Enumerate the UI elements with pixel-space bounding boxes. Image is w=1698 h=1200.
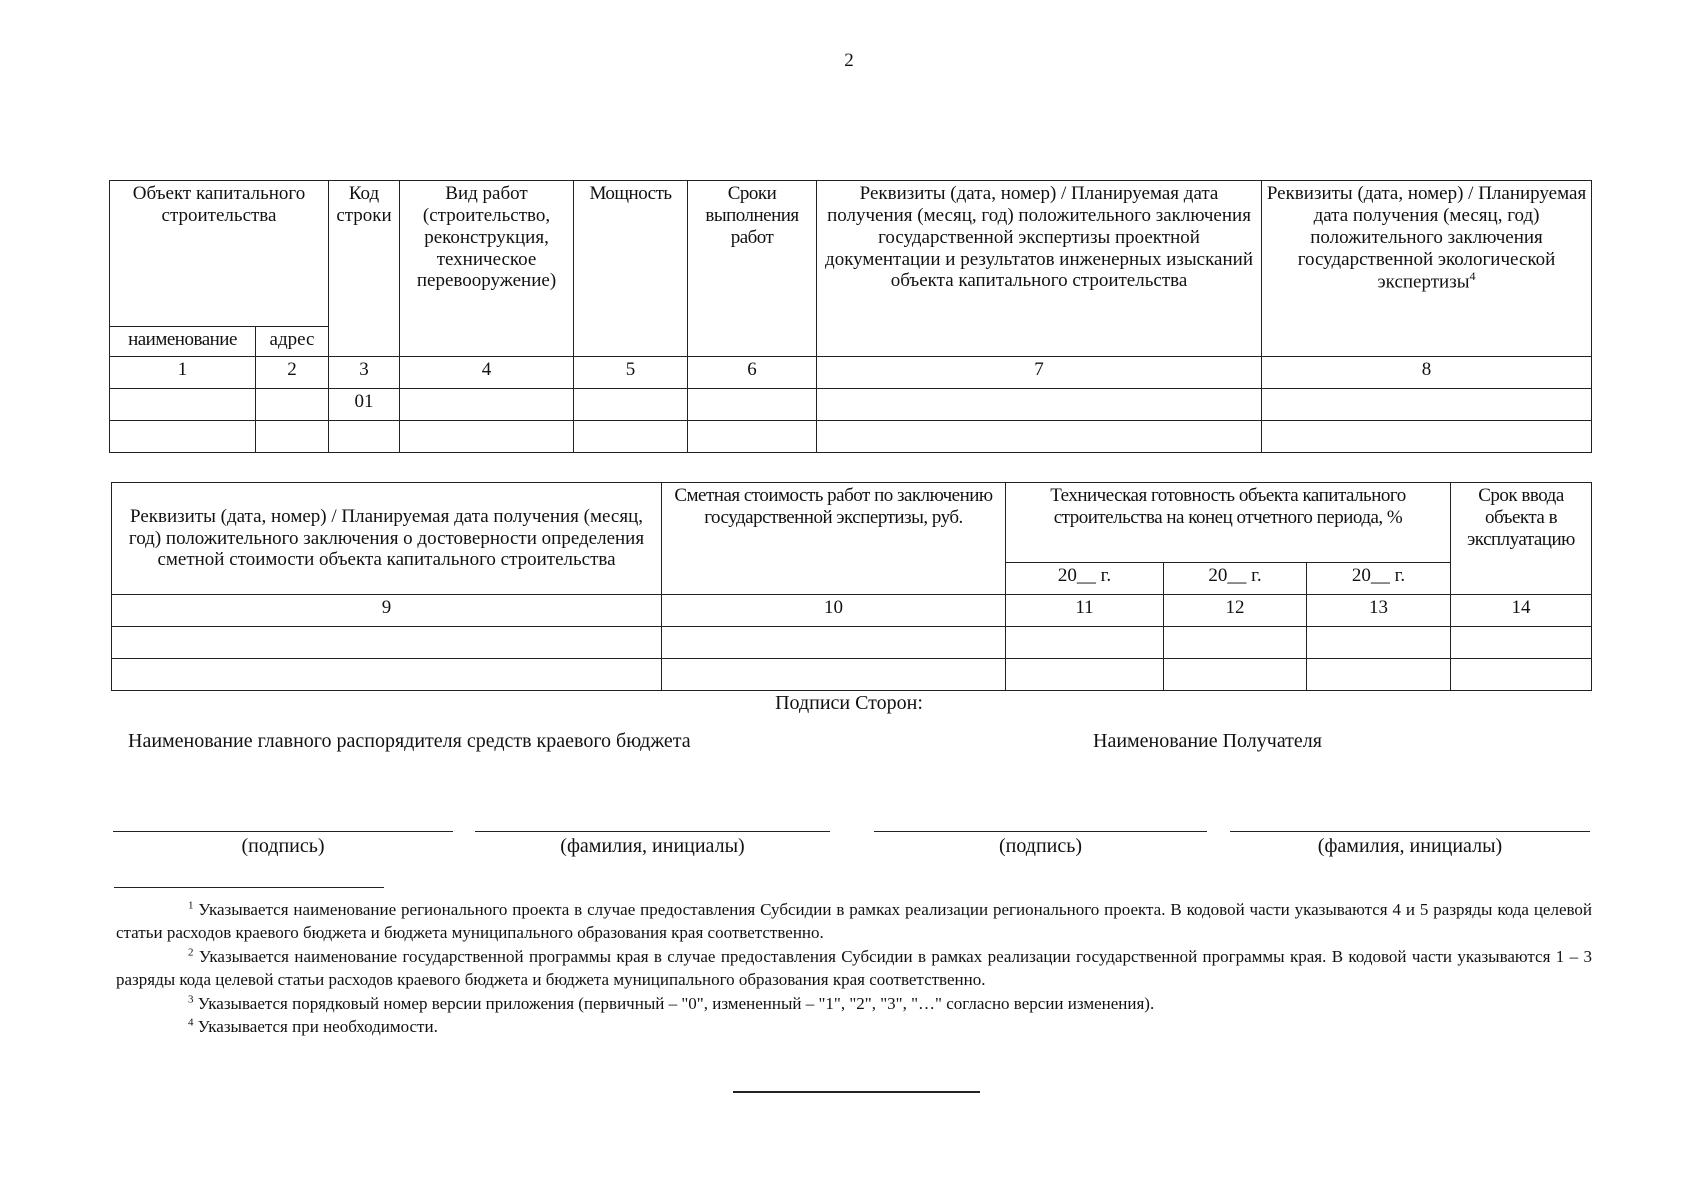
table-cell: [110, 421, 256, 453]
footnote-mark: 4: [188, 1016, 194, 1029]
footnote-mark: 2: [188, 946, 194, 959]
table-cell: [400, 421, 574, 453]
table-cell: [574, 421, 688, 453]
table-cell: [112, 627, 662, 659]
footnote-separator: [114, 887, 384, 888]
header-eco-expertise: [1262, 181, 1592, 357]
header-deadlines: Сроки выполнения работ: [688, 181, 817, 357]
footnotes: [116, 898, 1592, 1039]
table-cell: [1451, 627, 1592, 659]
column-number: 1: [110, 357, 256, 389]
cost-readiness-table: [111, 482, 1592, 691]
signature-caption: (подпись): [241, 835, 325, 857]
table-cell: [662, 627, 1006, 659]
column-number: 4: [400, 357, 574, 389]
signature-line: [113, 831, 453, 832]
table-cell: [256, 389, 329, 421]
column-number: 13: [1307, 595, 1451, 627]
table-cell: [1451, 659, 1592, 691]
signature-caption: (подпись): [998, 835, 1083, 857]
footnote-text: Указывается порядковый номер версии приложения (первичный – "0", измененный – "1", "2", "3", "…" согласно версии изменения).: [197, 993, 1155, 1013]
header-eco-expertise-text: Реквизиты (дата, номер) / Планируемая дата получения (месяц, год) положительного заключения государственной экологической экспертизы: [1266, 183, 1587, 293]
header-estimate-reliability: Реквизиты (дата, номер) / Планируемая дата получения (месяц, год) положительного заключения о достоверности определения сметной стоимости объекта капитального строительства: [112, 483, 662, 595]
footnote: [116, 992, 1592, 1015]
table-cell: [1262, 389, 1592, 421]
footnote-text: Указывается наименование государственной программы края в случае предоставления Субсидии в рамках реализации государственной программы края. В кодовой части указываются 1 – 3 разряды кода целевой статьи расходов краевого бюджета и бюджета муниципального образования края соответственно.: [116, 946, 1593, 990]
header-line-code: Код строки: [329, 181, 400, 357]
table-cell: [688, 389, 817, 421]
document-end-rule: [733, 1091, 980, 1093]
footnote-mark: 3: [188, 993, 194, 1006]
footnote: [116, 945, 1592, 992]
column-number: 14: [1451, 595, 1592, 627]
column-number: 5: [574, 357, 688, 389]
table-cell: [256, 421, 329, 453]
header-state-expertise: Реквизиты (дата, номер) / Планируемая дата получения (месяц, год) положительного заключения государственной экспертизы проектной документации и результатов инженерных изысканий объекта капитального строительства: [817, 181, 1262, 357]
name-line: [1230, 831, 1590, 832]
footnote: [116, 898, 1592, 945]
header-readiness-year: 20__ г.: [1006, 563, 1164, 595]
column-number: 7: [817, 357, 1262, 389]
table-cell: [1006, 659, 1164, 691]
footnote-text: Указывается наименование регионального проекта в случае предоставления Субсидии в рамках реализации регионального проекта. В кодовой части указываются 4 и 5 разряды кода целевой статьи расходов краевого бюджета и бюджета муниципального образования края соответственно.: [116, 900, 1593, 943]
table-cell: [1307, 659, 1451, 691]
column-number: 6: [688, 357, 817, 389]
recipient-name: Наименование Получателя: [1093, 730, 1322, 752]
header-estimated-cost: Сметная стоимость работ по заключению государственной экспертизы, руб.: [662, 483, 1006, 595]
footnote-ref-4: 4: [1469, 269, 1476, 284]
table-cell: [112, 659, 662, 691]
footnote-text: Указывается при необходимости.: [197, 1017, 438, 1037]
header-commissioning-date: Срок ввода объекта в эксплуатацию: [1451, 483, 1592, 595]
table-row: [112, 627, 1592, 659]
table-cell: [329, 421, 400, 453]
column-number: 8: [1262, 357, 1592, 389]
column-number: 12: [1164, 595, 1307, 627]
header-readiness-year: 20__ г.: [1164, 563, 1307, 595]
column-number: 9: [112, 595, 662, 627]
table-cell: [662, 659, 1006, 691]
footnote: [116, 1015, 1592, 1038]
table-cell: [1006, 627, 1164, 659]
column-number: 3: [329, 357, 400, 389]
signature-line: [874, 831, 1207, 832]
table-row: [112, 659, 1592, 691]
header-object-name: наименование: [110, 327, 256, 357]
name-line: [475, 831, 830, 832]
table-cell: [1164, 659, 1307, 691]
table-row: [110, 421, 1592, 453]
table-cell: [400, 389, 574, 421]
column-number: 10: [662, 595, 1006, 627]
table-cell-line-code: 01: [329, 389, 400, 421]
column-number: 11: [1006, 595, 1164, 627]
signatures-title: Подписи Сторон:: [775, 692, 923, 714]
table-cell: [817, 421, 1262, 453]
name-caption: (фамилия, инициалы): [1317, 835, 1503, 857]
table-cell: [817, 389, 1262, 421]
chief-administrator-name: Наименование главного распорядителя средств краевого бюджета: [128, 730, 691, 752]
table-cell: [688, 421, 817, 453]
header-object-address: адрес: [256, 327, 329, 357]
header-work-type: Вид работ (строительство, реконструкция, техническое перевооружение): [400, 181, 574, 357]
table-cell: [1262, 421, 1592, 453]
column-number: 2: [256, 357, 329, 389]
table-cell: [1164, 627, 1307, 659]
table-row: [110, 389, 1592, 421]
header-readiness-year: 20__ г.: [1307, 563, 1451, 595]
name-caption: (фамилия, инициалы): [560, 835, 745, 857]
header-technical-readiness: Техническая готовность объекта капитального строительства на конец отчетного периода, %: [1006, 483, 1451, 563]
footnote-mark: 1: [188, 899, 194, 912]
page-number: 2: [844, 50, 854, 71]
table-cell: [1307, 627, 1451, 659]
object-details-table: [109, 180, 1592, 453]
header-capital-object: Объект капитального строительства: [110, 181, 329, 327]
table-cell: [110, 389, 256, 421]
header-capacity: Мощность: [574, 181, 688, 357]
table-cell: [574, 389, 688, 421]
